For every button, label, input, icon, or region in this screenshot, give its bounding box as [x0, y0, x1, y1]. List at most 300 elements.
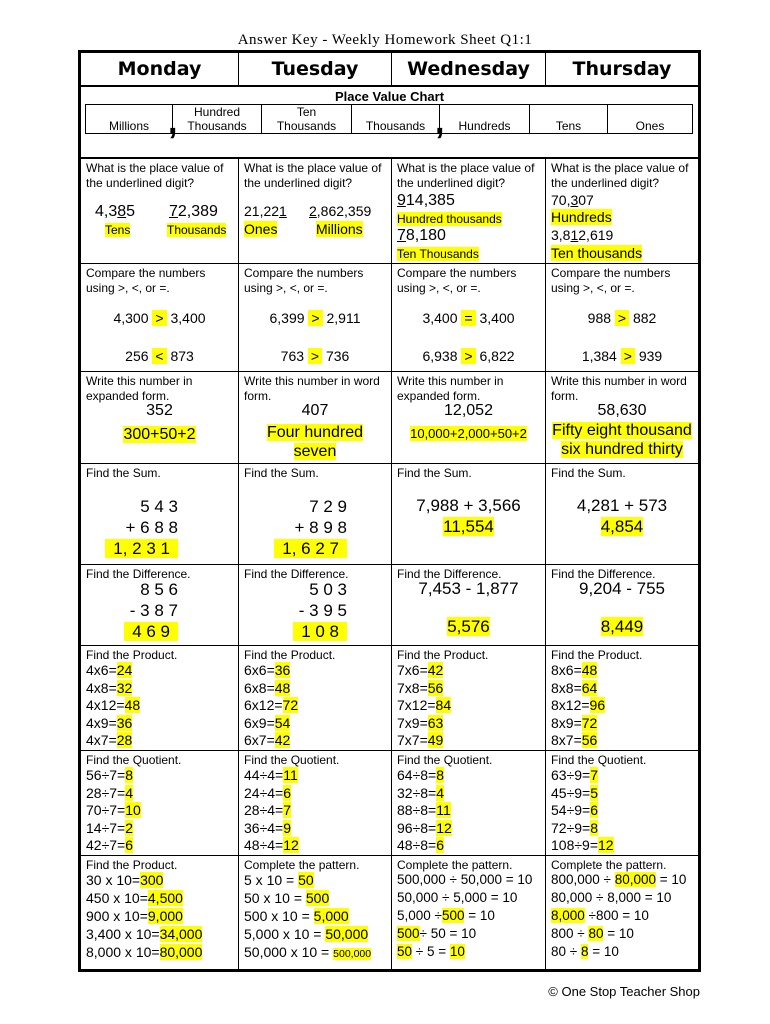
number-1	[244, 203, 287, 219]
question-text: Complete the pattern.	[244, 858, 360, 872]
answer-line	[546, 617, 698, 637]
answer-text: 24	[116, 662, 133, 678]
pattern-line	[244, 926, 368, 942]
question-text: Compare the numbers using >, <, or =.	[551, 266, 671, 295]
question-text: Find the Product.	[86, 858, 178, 872]
fact-text: 48÷4=	[244, 837, 284, 853]
fact-text: 14÷7=	[86, 819, 126, 836]
pv-col-thousands: Thousands	[352, 105, 440, 133]
fact-line	[397, 767, 444, 783]
pattern-text: 3,400 x 10=	[86, 926, 160, 942]
answer-text: 63	[427, 714, 444, 731]
pattern-text: = 10	[464, 908, 495, 923]
day-header-thursday: Thursday	[572, 58, 672, 80]
fact-text: 4x7=	[86, 732, 117, 748]
forms-cell-mon	[81, 371, 238, 463]
fact-line	[551, 697, 605, 713]
question-text: Find the Quotient.	[551, 753, 647, 767]
answer-text: 12	[436, 819, 452, 836]
compare-right: 3,400	[170, 310, 206, 326]
forms-cell-tue	[239, 371, 391, 463]
pv-col-hundred-thousands: Hundred Thousands	[173, 105, 262, 133]
answer-text: 50	[298, 872, 314, 888]
pattern-text: = 10	[588, 944, 619, 959]
pattern-text: 450 x 10=	[86, 890, 148, 906]
question-text: Find the Difference.	[244, 567, 349, 581]
comparison-line	[392, 348, 545, 364]
day-column-tue	[239, 159, 392, 969]
comparison-line	[546, 348, 698, 364]
number-part: 14,385	[405, 192, 455, 209]
fact-text: 88÷8=	[397, 802, 437, 818]
operand-1: 5 0 3	[309, 580, 347, 599]
pv-col-ones: Ones	[635, 119, 665, 133]
question-text: What is the place value of the underlined digit?	[397, 161, 535, 190]
compare-right: 6,822	[479, 348, 515, 364]
pv-col-millions: Millions	[86, 105, 173, 133]
question-text: Find the Difference.	[551, 567, 656, 581]
compare-symbol: >	[615, 310, 629, 326]
answer-text: 10,000+2,000+50+2	[410, 426, 527, 441]
operand-2: + 8 9 8	[294, 518, 347, 537]
pattern-text: 800,000 ÷	[551, 872, 615, 887]
fact-line	[551, 767, 598, 783]
fact-line	[397, 662, 443, 678]
given-number: 407	[301, 402, 329, 419]
answer-2	[397, 247, 479, 261]
answer-line	[124, 621, 178, 642]
number-1	[551, 192, 594, 208]
question-text: Find the Quotient.	[244, 753, 340, 767]
compare-left: 3,400	[422, 310, 458, 326]
answer-1	[397, 212, 502, 226]
answer-text: 36	[116, 714, 133, 731]
pattern-text: ÷ 50 = 10	[419, 926, 477, 941]
fact-line	[244, 820, 291, 836]
compare-right: 736	[325, 348, 350, 364]
fact-text: 8x9=	[551, 714, 582, 731]
answer-text: 48	[274, 679, 291, 696]
answer-text: 6	[436, 837, 445, 853]
answer-text: 4 6 9	[124, 622, 178, 641]
question-text: Find the Product.	[551, 648, 643, 662]
answer-text: Four hundred	[266, 424, 364, 441]
difference-cell-wed	[392, 564, 545, 645]
comparison-line	[239, 310, 391, 326]
answer-text: 11	[436, 802, 451, 818]
answer-text: 6	[590, 802, 599, 818]
pattern-text: = 10	[656, 872, 687, 887]
answer-2	[167, 223, 226, 237]
question-text: Find the Sum.	[551, 466, 626, 480]
pattern-line	[397, 908, 495, 923]
day-header-tuesday: Tuesday	[239, 53, 392, 85]
fact-text: 8x12=	[551, 697, 590, 713]
fact-text: 63÷9=	[551, 767, 591, 783]
compare-right: 3,400	[479, 310, 515, 326]
pattern-line	[397, 944, 465, 959]
question-text: Find the Product.	[397, 648, 489, 662]
answer-text: Tens	[105, 223, 131, 237]
fact-line	[397, 837, 444, 853]
answer-line	[105, 538, 178, 559]
number-part: 4,3	[95, 203, 118, 220]
comparison-line	[81, 348, 238, 364]
pv-comma-thousands: ,	[435, 103, 445, 141]
number-2	[397, 227, 446, 245]
answer-text: Thousands	[167, 223, 227, 237]
answer-1	[551, 209, 612, 225]
pv-comma-millions: ,	[168, 103, 178, 141]
compare-cell-tue	[239, 263, 391, 371]
question-text: Find the Sum.	[86, 466, 161, 480]
day-column-wed	[392, 159, 546, 969]
compare-symbol: >	[152, 310, 166, 326]
horizontal-problem: 4,281 + 573	[576, 496, 668, 515]
answer-text: 32	[116, 679, 133, 696]
answer-text: 5,000	[313, 908, 349, 924]
answer-text: Hundreds	[551, 209, 612, 225]
number-1	[95, 203, 135, 221]
product-cell-mon	[81, 645, 238, 750]
underlined-digit: 3	[570, 192, 579, 208]
pattern-text: ÷800 = 10	[584, 908, 649, 923]
operand-2: + 6 8 8	[125, 518, 178, 537]
product-cell-tue	[239, 645, 391, 750]
answer-text: 300+50+2	[123, 426, 196, 443]
answer-text: 11	[283, 767, 298, 783]
pv-col-tens: Tens	[530, 105, 608, 133]
fact-text: 8x7=	[551, 732, 582, 748]
pattern-line	[551, 890, 671, 905]
fact-text: 70÷7=	[86, 802, 126, 818]
compare-symbol: >	[461, 348, 475, 364]
fact-line	[244, 837, 299, 853]
answer-2	[551, 245, 642, 261]
pattern-line	[551, 872, 686, 887]
question-text: What is the place value of the underlined digit?	[551, 161, 689, 190]
answer-text: six hundred thirty	[561, 441, 683, 458]
pattern-line	[551, 908, 649, 923]
fact-text: 36÷4=	[244, 819, 284, 836]
answer-text: 500,000	[333, 948, 372, 960]
compare-left: 1,384	[581, 348, 617, 364]
answer-text: 36	[274, 662, 291, 678]
answer-text: 50,000	[325, 926, 369, 942]
pv-col-hundreds: Hundreds	[440, 105, 530, 133]
fact-line	[244, 767, 298, 783]
underlined-digit: 8	[117, 203, 127, 220]
fact-text: 4x8=	[86, 679, 117, 696]
question-text: Find the Quotient.	[397, 753, 493, 767]
comparison-line	[392, 310, 545, 326]
fact-line	[86, 837, 133, 853]
vertical-problem	[274, 496, 347, 559]
question-text: Write this number in word form.	[244, 374, 380, 403]
answer-text: 72	[282, 697, 299, 713]
answer-text: Ones	[244, 221, 278, 237]
fact-line	[244, 785, 291, 801]
quotient-cell-mon	[81, 750, 238, 855]
pattern-text: 50,000 x 10 =	[244, 944, 334, 960]
fact-line	[397, 820, 452, 836]
answer-text: 96	[589, 697, 606, 713]
pattern-text: 80 ÷	[551, 944, 581, 959]
fact-text: 7x9=	[397, 714, 428, 731]
fact-text: 24÷4=	[244, 784, 284, 801]
copyright-footer: © One Stop Teacher Shop	[548, 984, 700, 999]
answer-text: 4	[436, 784, 445, 801]
answer-text: 500	[305, 890, 330, 906]
fact-line	[86, 662, 132, 678]
number-part: 8,180	[405, 227, 446, 244]
compare-left: 6,938	[422, 348, 458, 364]
fact-line	[86, 802, 141, 818]
answer-line	[392, 617, 545, 637]
place_value-cell-mon	[81, 159, 238, 263]
number-2	[309, 203, 371, 219]
answer-text: seven	[293, 443, 337, 460]
answer-line	[392, 517, 545, 537]
question-text: Find the Sum.	[397, 466, 472, 480]
fact-text: 96÷8=	[397, 819, 437, 836]
answer-text: 64	[581, 679, 598, 696]
answer-text: 84	[435, 697, 452, 713]
answer-text: 54	[274, 714, 291, 731]
fact-text: 7x7=	[397, 732, 428, 748]
number-part: 5	[126, 203, 136, 220]
fact-text: 4x12=	[86, 697, 125, 713]
difference-cell-thu	[546, 564, 698, 645]
answer-text: 80	[588, 926, 604, 941]
fact-line	[86, 732, 132, 748]
answer-text: 10	[449, 944, 465, 959]
fact-text: 45÷9=	[551, 784, 591, 801]
question-text: Write this number in expanded form.	[397, 374, 504, 403]
answer-text: 80,000	[614, 872, 657, 887]
pattern-line	[551, 944, 619, 959]
underlined-digit: 9	[397, 192, 406, 209]
sum-cell-wed	[392, 463, 545, 564]
pattern-text: 500 x 10 =	[244, 908, 314, 924]
pattern-text: 5,000 ÷	[397, 908, 442, 923]
compare-cell-thu	[546, 263, 698, 371]
difference-cell-mon	[81, 564, 238, 645]
fact-text: 72÷9=	[551, 819, 591, 836]
compare-symbol: =	[461, 310, 475, 326]
underlined-digit: 7	[397, 227, 406, 244]
fact-line	[244, 732, 290, 748]
number-2	[551, 227, 613, 243]
fact-text: 7x8=	[397, 679, 428, 696]
number-part: 2,619	[578, 227, 614, 243]
answer-2	[316, 221, 363, 237]
fact-line	[551, 680, 597, 696]
answer-line	[274, 538, 347, 559]
answer-1	[105, 223, 130, 237]
pattern-text: 50 x 10 =	[244, 890, 306, 906]
pattern-text: 900 x 10=	[86, 908, 148, 924]
given-number: 352	[146, 402, 173, 419]
place_value-cell-wed	[392, 159, 545, 263]
fact-line	[397, 785, 444, 801]
number-part: 2,389	[177, 203, 218, 220]
answer-text: 80,000	[159, 944, 203, 960]
pattern-text: 5,000 x 10 =	[244, 926, 326, 942]
horizontal-problem: 7,988 + 3,566	[416, 496, 521, 515]
question-text: Write this number in expanded form.	[86, 374, 193, 403]
pattern-text: 800 ÷	[551, 926, 589, 941]
number-part: ,862,359	[316, 203, 372, 219]
compare-right: 882	[632, 310, 657, 326]
answer-text: 500	[441, 908, 465, 923]
pattern-line	[244, 890, 329, 906]
vertical-problem	[293, 579, 347, 642]
pattern-line	[551, 926, 634, 941]
answer-text: 1, 6 2 7	[274, 539, 347, 558]
answer-text: 4,500	[147, 890, 183, 906]
question-text: What is the place value of the underlined digit?	[86, 161, 224, 190]
answer-text: 5	[590, 784, 599, 801]
pattern-line	[397, 890, 517, 905]
answer-text: 8	[125, 767, 134, 783]
answer-text: Millions	[316, 221, 363, 237]
place_value-cell-tue	[239, 159, 391, 263]
answer-text: 7	[283, 802, 292, 818]
difference-cell-tue	[239, 564, 391, 645]
fact-line	[551, 837, 614, 853]
answer-text: 2	[125, 819, 134, 836]
quotient-cell-thu	[546, 750, 698, 855]
answer-text: 10	[125, 802, 141, 818]
pattern-text: 500,000 ÷ 50,000 = 10	[397, 872, 533, 887]
fact-line	[397, 732, 443, 748]
homework-sheet	[78, 50, 701, 972]
fact-line	[86, 785, 133, 801]
fact-line	[551, 785, 598, 801]
question-text: Compare the numbers using >, <, or =.	[86, 266, 206, 295]
fact-line	[244, 680, 290, 696]
pattern-line	[86, 926, 202, 942]
fact-line	[397, 715, 443, 731]
question-text: Write this number in word form.	[551, 374, 687, 403]
fact-line	[86, 680, 132, 696]
answer-line	[293, 621, 347, 642]
given-number: 58,630	[597, 402, 647, 419]
answer-line	[392, 426, 545, 441]
answer-line	[546, 422, 698, 440]
answer-text: 34,000	[159, 926, 203, 942]
sum-cell-tue	[239, 463, 391, 564]
comparison-line	[239, 348, 391, 364]
fact-line	[397, 802, 451, 818]
compare-left: 988	[587, 310, 612, 326]
fact-text: 48÷8=	[397, 837, 437, 853]
last-cell-wed	[392, 855, 545, 969]
last-cell-tue	[239, 855, 391, 969]
question-text: Find the Difference.	[86, 567, 191, 581]
day-column-mon	[81, 159, 239, 969]
sum-cell-thu	[546, 463, 698, 564]
fact-text: 56÷7=	[86, 767, 126, 783]
operand-1: 8 5 6	[140, 580, 178, 599]
pattern-text: 80,000 ÷ 8,000 = 10	[551, 890, 672, 905]
pattern-text: 50,000 ÷ 5,000 = 10	[397, 890, 518, 905]
horizontal-problem: 9,204 - 755	[578, 579, 665, 598]
answer-line	[546, 517, 698, 537]
vertical-problem	[105, 496, 178, 559]
answer-1	[244, 221, 277, 237]
fact-text: 8x6=	[551, 662, 582, 678]
compare-right: 2,911	[326, 310, 361, 326]
answer-text: 8	[580, 944, 589, 959]
fact-text: 42÷7=	[86, 837, 126, 853]
answer-text: 50	[397, 944, 413, 959]
given-number: 12,052	[444, 402, 493, 419]
fact-text: 64÷8=	[397, 767, 437, 783]
last-cell-mon	[81, 855, 238, 969]
question-text: Compare the numbers using >, <, or =.	[397, 266, 517, 295]
number-part: 07	[578, 192, 594, 208]
product-cell-thu	[546, 645, 698, 750]
number-1	[397, 192, 455, 210]
answer-text: 7	[590, 767, 599, 783]
product-cell-wed	[392, 645, 545, 750]
answer-text: 300	[140, 872, 164, 888]
question-text: Complete the pattern.	[551, 858, 667, 872]
answer-line	[546, 441, 698, 459]
page-title: Answer Key - Weekly Homework Sheet Q1:1	[237, 32, 533, 48]
pattern-text: 8,000 x 10=	[86, 944, 160, 960]
answer-text: 8	[590, 819, 599, 836]
vertical-problem	[124, 579, 178, 642]
answer-text: 12	[598, 837, 614, 853]
fact-text: 28÷4=	[244, 802, 284, 818]
sum-cell-mon	[81, 463, 238, 564]
answer-text: 28	[116, 732, 133, 748]
fact-text: 32÷8=	[397, 784, 437, 801]
horizontal-problem: 7,453 - 1,877	[418, 579, 519, 598]
place_value-cell-thu	[546, 159, 698, 263]
answer-text: 8,000	[551, 908, 585, 923]
answer-text: 4,854	[600, 517, 644, 536]
last-cell-thu	[546, 855, 698, 969]
answer-text: Hundred thousands	[397, 212, 502, 226]
question-text: What is the place value of the underlined digit?	[244, 161, 382, 190]
compare-symbol: >	[621, 348, 635, 364]
number-part: 21,22	[244, 203, 280, 219]
fact-line	[551, 820, 598, 836]
fact-line	[244, 802, 291, 818]
answer-text: Ten Thousands	[397, 247, 479, 261]
pattern-line	[86, 890, 183, 906]
fact-line	[551, 662, 597, 678]
fact-text: 6x6=	[244, 662, 275, 678]
fact-text: 8x8=	[551, 679, 582, 696]
question-text: Find the Difference.	[397, 567, 502, 581]
fact-text: 6x12=	[244, 697, 283, 713]
pattern-line	[86, 944, 202, 960]
answer-text: 9,000	[147, 908, 183, 924]
pattern-line	[244, 908, 349, 924]
fact-line	[86, 767, 133, 783]
answer-text: 56	[427, 679, 444, 696]
answer-text: 48	[124, 697, 141, 713]
fact-text: 4x6=	[86, 662, 117, 678]
fact-text: 54÷9=	[551, 802, 591, 818]
compare-left: 256	[125, 348, 149, 364]
fact-line	[397, 697, 451, 713]
